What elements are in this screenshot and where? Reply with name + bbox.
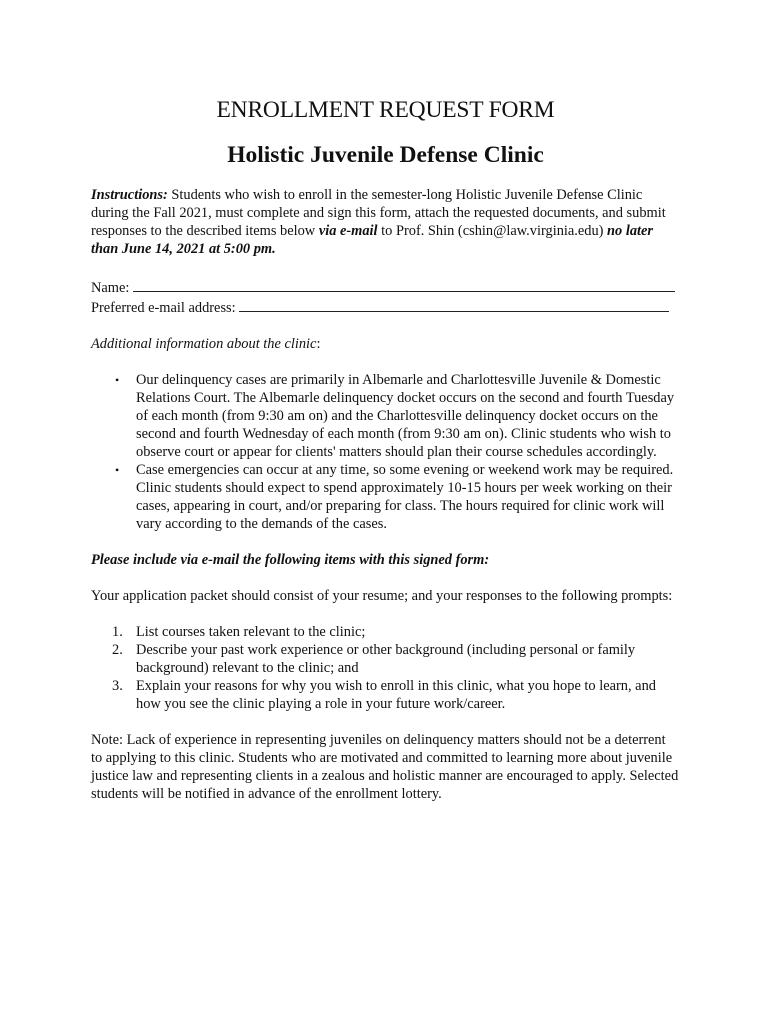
clinic-info-list <box>91 371 680 533</box>
instructions-text-2: to Prof. Shin (cshin@law.virginia.edu) <box>377 223 608 239</box>
instructions-label: Instructions: <box>91 187 168 203</box>
email-field[interactable] <box>239 297 669 312</box>
bullet-icon: • <box>115 463 120 477</box>
additional-info-colon: : <box>316 336 321 352</box>
include-heading: Please include via e-mail the following items with this signed form: <box>91 552 490 568</box>
list-item <box>115 371 680 461</box>
list-item <box>112 623 680 641</box>
packet-paragraph: Your application packet should consist of your resume; and your responses to the following prompts: <box>91 588 673 604</box>
bullet-icon: • <box>115 373 120 387</box>
contact-fields <box>91 277 680 317</box>
list-item <box>112 641 680 677</box>
list-number: 1. <box>112 624 123 640</box>
name-field[interactable] <box>133 277 675 292</box>
note-paragraph: Note: Lack of experience in representing juveniles on delinquency matters should not be a deterrent to applying to this clinic. Students who are motivated and committed to learning more about juvenile justice law and representing clients in a zealous and holistic manner are encouraged to apply. Selected students will be notified in advance of the enrollment lottery. <box>91 732 679 802</box>
list-item <box>112 677 680 713</box>
additional-info-heading <box>91 335 680 353</box>
page-subtitle: Holistic Juvenile Defense Clinic <box>227 142 544 168</box>
list-number: 3. <box>112 678 123 694</box>
list-item-text: Explain your reasons for why you wish to enroll in this clinic, what you hope to learn, and how you see the clinic playing a role in your future work/career. <box>136 678 656 712</box>
page-title: ENROLLMENT REQUEST FORM <box>216 97 555 123</box>
via-email-emphasis: via e-mail <box>318 223 378 239</box>
prompt-list <box>91 623 680 713</box>
list-item-text: List courses taken relevant to the clinic; <box>136 624 366 640</box>
deadline-text: no later than June 14, 2021 at 5:00 pm. <box>91 223 654 257</box>
email-field-row <box>91 297 680 317</box>
name-field-row <box>91 277 680 297</box>
instructions-text-1: Students who wish to enroll in the semester-long Holistic Juvenile Defense Clinic during the Fall 2021, must complete and sign this form, attach the requested documents, and submit responses to the described items below <box>91 187 666 239</box>
list-item-text: Describe your past work experience or other background (including personal or family background) relevant to the clinic; and <box>136 642 636 676</box>
list-item-text: Our delinquency cases are primarily in Albemarle and Charlottesville Juvenile & Domestic Relations Court. The Albemarle delinquency docket occurs on the second and fourth Tuesday of each month (from 9:30 am on) and the Charlottesville delinquency docket occurs on the second and fourth Wednesday of each month (from 9:30 am on). Clinic students who wish to observe court or appear for clients' matters should plan their course schedules accordingly. <box>136 372 675 460</box>
additional-info-heading-text: Additional information about the clinic <box>91 336 317 352</box>
email-label: Preferred e-mail address: <box>91 300 240 316</box>
list-item-text: Case emergencies can occur at any time, so some evening or weekend work may be required. Clinic students should expect to spend approximately 10-15 hours per week working on their cases, appearing in court, and/or preparing for class. The hours required for clinic work will vary according to the demands of the cases. <box>136 462 674 532</box>
name-label: Name: <box>91 280 133 296</box>
list-number: 2. <box>112 642 123 658</box>
list-item <box>115 461 680 533</box>
instructions-paragraph <box>91 186 680 258</box>
